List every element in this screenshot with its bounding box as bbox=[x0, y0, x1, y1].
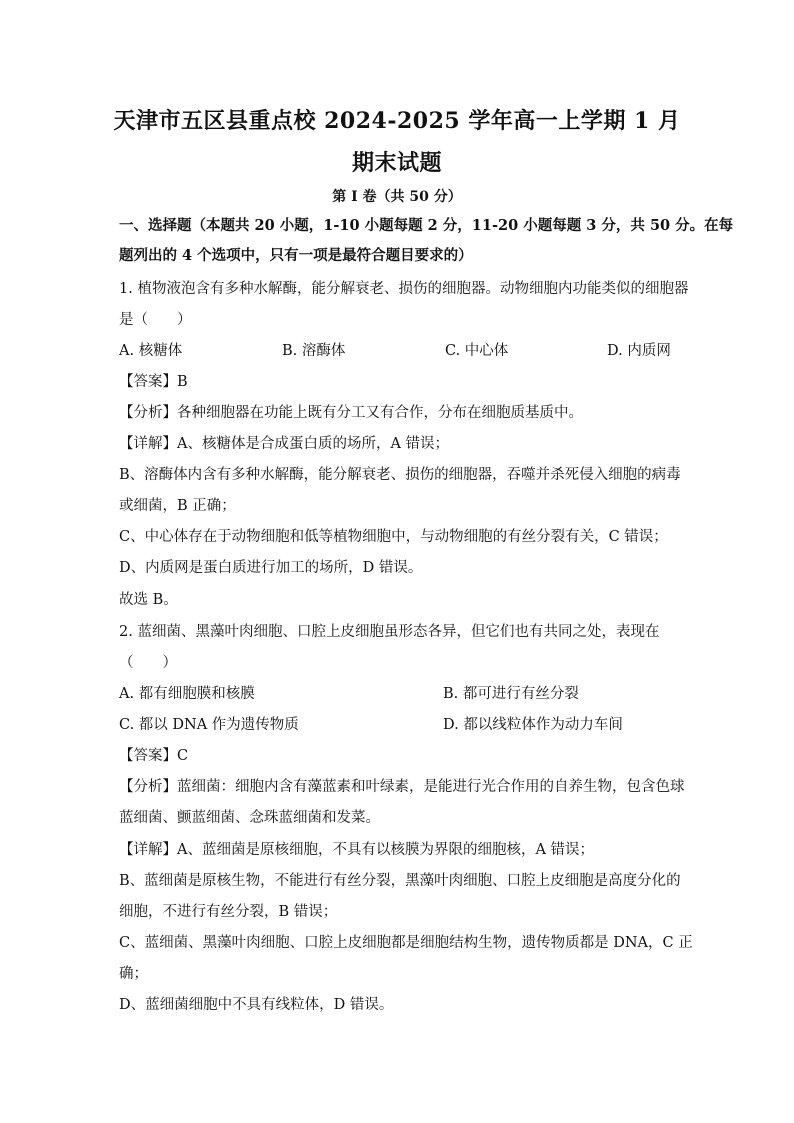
q2-detail-line: C、蓝细菌、黑藻叶肉细胞、口腔上皮细胞都是细胞结构生物，遗传物质都是 DNA，C 正 bbox=[119, 935, 693, 951]
q1-option-b: B. 溶酶体 bbox=[282, 343, 346, 359]
q2-detail-line: D、蓝细菌细胞中不具有线粒体，D 错误。 bbox=[119, 997, 394, 1013]
q1-option-c: C. 中心体 bbox=[445, 343, 509, 359]
q2-option-a: A. 都有细胞膜和核膜 bbox=[119, 686, 255, 702]
q2-analysis-line1: 【分析】蓝细菌：细胞内含有藻蓝素和叶绿素，是能进行光合作用的自养生物，包含色球 bbox=[119, 779, 685, 795]
q1-stem-line1: 1. 植物液泡含有多种水解酶，能分解衰老、损伤的细胞器。动物细胞内功能类似的细胞器 bbox=[119, 281, 689, 297]
q1-conclusion: 故选 B。 bbox=[119, 592, 178, 608]
q1-detail-line: 【详解】A、核糖体是合成蛋白质的场所，A 错误； bbox=[119, 436, 450, 452]
q2-option-b: B. 都可进行有丝分裂 bbox=[443, 686, 579, 702]
q1-answer: 【答案】B bbox=[119, 374, 188, 390]
section-heading-line2: 题列出的 4 个选项中，只有一项是最符合题目要求的） bbox=[119, 247, 473, 264]
q1-analysis: 【分析】各种细胞器在功能上既有分工又有合作，分布在细胞质基质中。 bbox=[119, 405, 583, 421]
document-title-line2: 期末试题 bbox=[351, 150, 442, 176]
q1-detail-line: C、中心体存在于动物细胞和低等植物细胞中，与动物细胞的有丝分裂有关，C 错误； bbox=[119, 529, 668, 545]
section-heading-line1: 一、选择题（本题共 20 小题，1-10 小题每题 2 分，11-20 小题每题 3 分，共 50 分。在每 bbox=[119, 217, 734, 234]
q2-detail-line: B、蓝细菌是原核生物，不能进行有丝分裂，黑藻叶肉细胞、口腔上皮细胞是高度分化的 bbox=[119, 873, 681, 889]
q1-detail-line: 或细菌，B 正确； bbox=[119, 498, 236, 514]
q2-stem-line1: 2. 蓝细菌、黑藻叶肉细胞、口腔上皮细胞虽形态各异，但它们也有共同之处，表现在 bbox=[119, 624, 660, 640]
q1-detail-line: D、内质网是蛋白质进行加工的场所，D 错误。 bbox=[119, 560, 423, 576]
q2-detail-line: 细胞，不进行有丝分裂，B 错误； bbox=[119, 904, 338, 920]
q2-answer: 【答案】C bbox=[119, 748, 189, 764]
q1-stem-line2: 是（ ） bbox=[119, 312, 192, 328]
q1-option-a: A. 核糖体 bbox=[119, 343, 183, 359]
q2-detail-line: 确； bbox=[119, 966, 148, 982]
q2-option-c: C. 都以 DNA 作为遗传物质 bbox=[119, 717, 299, 733]
volume-subtitle: 第 I 卷（共 50 分） bbox=[332, 189, 462, 205]
q1-option-d: D. 内质网 bbox=[607, 343, 671, 359]
q2-option-d: D. 都以线粒体作为动力车间 bbox=[443, 717, 623, 733]
q2-stem-line2: （ ） bbox=[119, 655, 177, 671]
q2-analysis-line2: 蓝细菌、颤蓝细菌、念珠蓝细菌和发菜。 bbox=[119, 810, 380, 826]
document-title-line1: 天津市五区县重点校 2024-2025 学年高一上学期 1 月 bbox=[113, 108, 681, 134]
q1-detail-line: B、溶酶体内含有多种水解酶，能分解衰老、损伤的细胞器，吞噬并杀死侵入细胞的病毒 bbox=[119, 467, 681, 483]
q2-detail-line: 【详解】A、蓝细菌是原核细胞，不具有以核膜为界限的细胞核，A 错误； bbox=[119, 842, 595, 858]
